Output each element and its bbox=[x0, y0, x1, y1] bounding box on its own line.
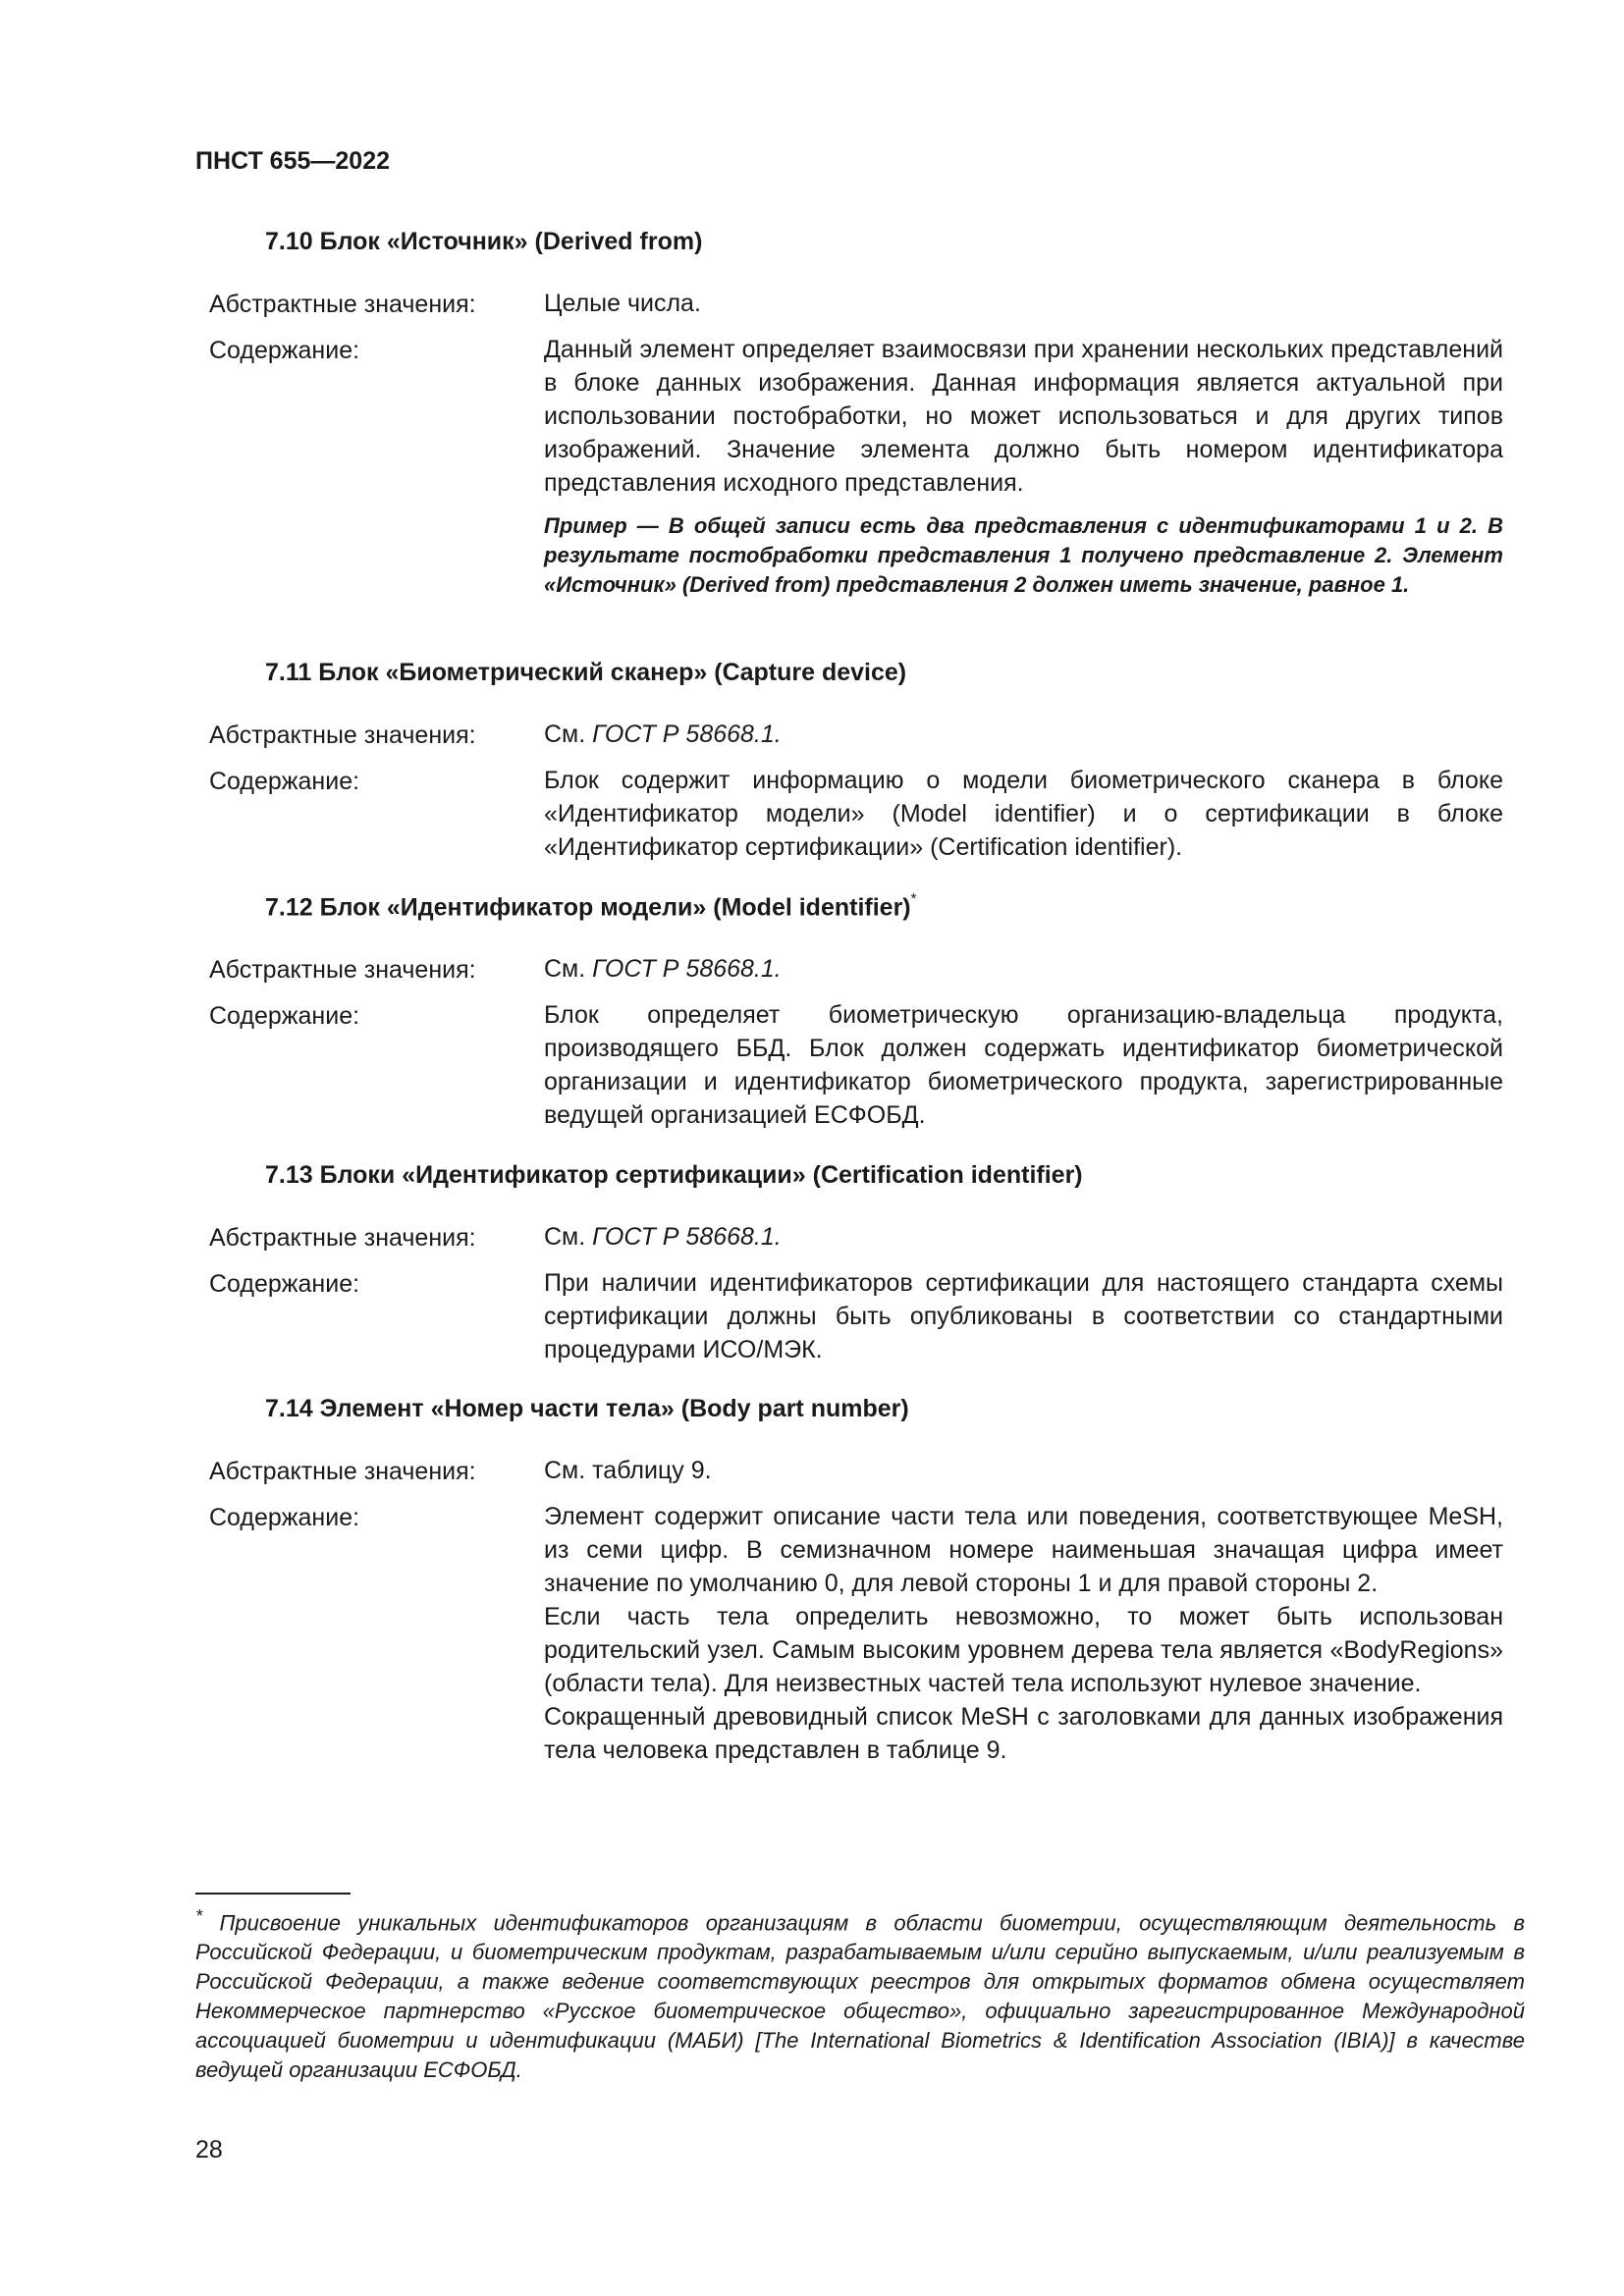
abstract-value: Целые числа. bbox=[544, 290, 701, 317]
content-label: Содержание: bbox=[209, 337, 360, 364]
section-heading-7-14: 7.14 Элемент «Номер части тела» (Body part number) bbox=[265, 1395, 909, 1422]
standard-reference: ГОСТ Р 58668.1. bbox=[592, 721, 782, 748]
section-heading-7-10: 7.10 Блок «Источник» (Derived from) bbox=[265, 228, 703, 255]
section-heading-7-12 bbox=[265, 890, 917, 922]
heading-text: 7.12 Блок «Идентификатор модели» (Model identifier) bbox=[265, 893, 911, 922]
footnote bbox=[195, 1901, 1525, 2085]
content-label: Содержание: bbox=[209, 1002, 360, 1030]
content-paragraph: Элемент содержит описание части тела или поведения, соответствующее MeSH, из семи цифр. В семизначном номере наименьшая значащая цифра имеет значение по умолчанию 0, для левой стороны 1 и для правой стороны 2. bbox=[544, 1503, 1503, 1597]
content-label: Содержание: bbox=[209, 1504, 360, 1531]
abstract-label: Абстрактные значения: bbox=[209, 1224, 476, 1252]
abstract-label: Абстрактные значения: bbox=[209, 1458, 476, 1485]
abstract-label: Абстрактные значения: bbox=[209, 956, 476, 984]
content-text: Блок содержит информацию о модели биометрического сканера в блоке «Идентификатор модели» (Model identifier) и о сертификации в блоке «Идентификатор сертификации» (Certification identifier). bbox=[544, 767, 1503, 861]
content-label: Содержание: bbox=[209, 768, 360, 795]
footnote-text: Присвоение уникальных идентификаторов организациям в области биометрии, осуществляющим деятельность в Российской Федерации, и биометрическим продуктам, разрабатываемым и/или серийно выпускаемым, и/или реализуемым в Российской Федерации, а также ведение соответствующих реестров для открытых форматов обмена осуществляет Некоммерческое партнерство «Русское биометрическое общество», официально зарегистрированное Международной ассоциацией биометрии и идентификации (МАБИ) [The International Biometrics & Identification Association (IBIA)] в качестве ведущей организации ЕСФОБД. bbox=[195, 1910, 1525, 2083]
abstract-label: Абстрактные значения: bbox=[209, 721, 476, 749]
content-text: При наличии идентификаторов сертификации для настоящего стандарта схемы сертификации должны быть опубликованы в соответствии со стандартными процедурами ИСО/МЭК. bbox=[544, 1269, 1503, 1363]
footnote-mark: * bbox=[195, 1905, 203, 1926]
abstract-prefix: См. bbox=[544, 1223, 586, 1251]
content-text: Данный элемент определяет взаимосвязи при хранении нескольких представлений в блоке данных изображения. Данная информация является актуальной при использовании постобработки, но может использоваться и для других типов изображений. Значение элемента должно быть номером идентификатора представления исходного представления. bbox=[544, 336, 1503, 497]
content-text: Блок определяет биометрическую организацию-владельца продукта, производящего ББД. Блок должен содержать идентификатор биометрической организации и идентификатор биометрического продукта, зарегистрированные ведущей организацией ЕСФОБД. bbox=[544, 1001, 1503, 1129]
abstract-prefix: См. bbox=[544, 955, 586, 983]
abstract-value bbox=[544, 718, 1503, 751]
abstract-value bbox=[544, 952, 1503, 986]
standard-reference: ГОСТ Р 58668.1. bbox=[592, 955, 782, 983]
example-note: Пример — В общей записи есть два представления с идентификаторами 1 и 2. В результате постобработки представления 1 получено представление 2. Элемент «Источник» (Derived from) представления 2 должен иметь значение, равное 1. bbox=[544, 513, 1503, 597]
section-heading-7-11: 7.11 Блок «Биометрический сканер» (Capture device) bbox=[265, 659, 907, 686]
abstract-prefix: См. bbox=[544, 721, 586, 748]
content-text bbox=[544, 1500, 1503, 1767]
abstract-value bbox=[544, 1220, 1503, 1254]
content-label: Содержание: bbox=[209, 1270, 360, 1298]
standard-reference: ГОСТ Р 58668.1. bbox=[592, 1223, 782, 1251]
abstract-label: Абстрактные значения: bbox=[209, 291, 476, 318]
footnote-separator bbox=[195, 1893, 351, 1895]
content-paragraph: Если часть тела определить невозможно, то может быть использован родительский узел. Самым высоким уровнем дерева тела является «BodyRegions» (области тела). Для неизвестных частей тела используют нулевое значение. bbox=[544, 1603, 1503, 1697]
section-heading-7-13: 7.13 Блоки «Идентификатор сертификации» (Certification identifier) bbox=[265, 1161, 1083, 1189]
document-id: ПНСТ 655—2022 bbox=[195, 147, 390, 175]
abstract-value: См. таблицу 9. bbox=[544, 1457, 712, 1484]
footnote-mark: * bbox=[910, 890, 917, 907]
content-paragraph: Сокращенный древовидный список MeSH с заголовками для данных изображения тела человека представлен в таблице 9. bbox=[544, 1703, 1503, 1764]
page-number: 28 bbox=[195, 2136, 223, 2163]
